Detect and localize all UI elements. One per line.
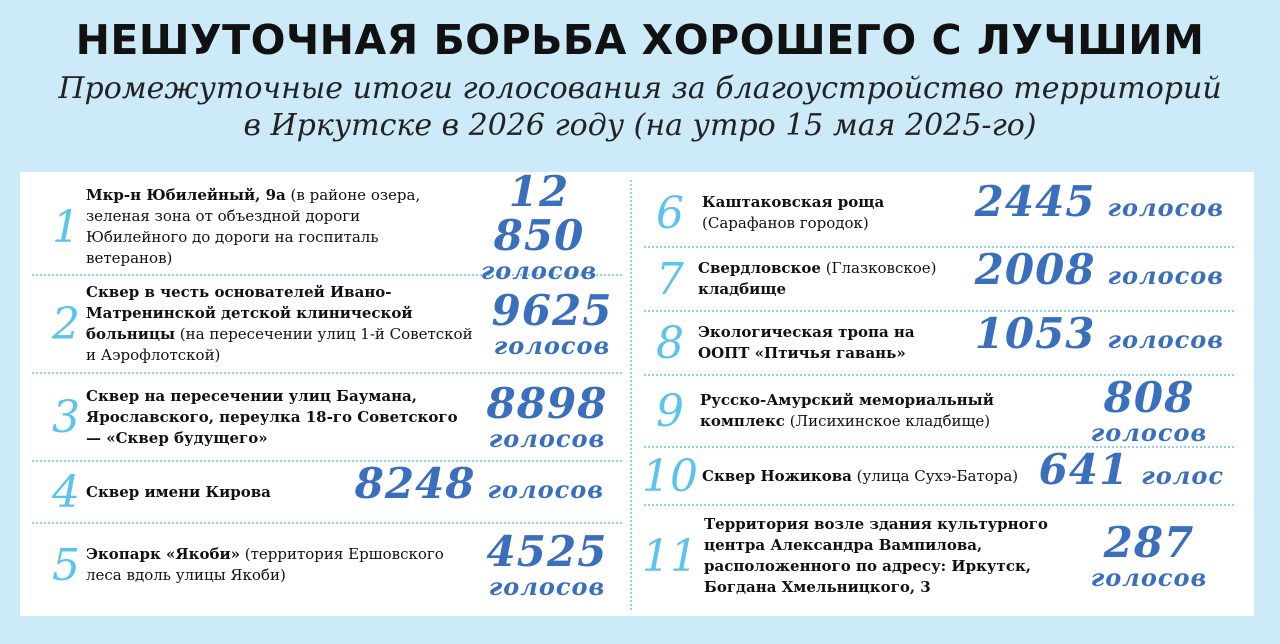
vote-count	[456, 167, 622, 285]
vote-word: голосов	[1107, 193, 1224, 222]
item-description	[702, 448, 1042, 504]
subtitle-line-1: Промежуточные итоги голосования за благоустройство территорий	[58, 71, 1222, 106]
vote-count	[332, 459, 604, 522]
vote-count	[1074, 506, 1224, 606]
item-description	[702, 180, 972, 246]
item-name-continued: кладбище	[698, 280, 787, 298]
vote-word: голосов	[1107, 325, 1224, 354]
list-item	[644, 177, 1234, 248]
list-item	[32, 459, 622, 524]
vote-number: 9625	[491, 286, 613, 335]
vote-word: голосов	[488, 572, 606, 601]
item-detail: (территория Ершовского леса вдоль улицы Якоби)	[86, 545, 444, 584]
item-detail: (Сарафанов городок)	[702, 214, 869, 232]
vote-word: голосов	[487, 475, 604, 504]
rank-number: 5	[52, 539, 80, 591]
page-title: НЕШУТОЧНАЯ БОРЬБА ХОРОШЕГО С ЛУЧШИМ	[75, 16, 1205, 64]
rank-number: 3	[52, 391, 80, 443]
column-divider	[630, 180, 632, 610]
item-name: Сквер в честь основателей Ивано-Матренинской детской клинической больницы	[86, 283, 413, 343]
item-detail: (Глазковское)	[820, 259, 937, 277]
list-item	[642, 445, 1234, 506]
item-detail: (на пересечении улиц 1-й Советской и Аэрофлотской)	[86, 325, 473, 364]
item-description	[86, 524, 466, 606]
vote-number: 1053	[974, 309, 1096, 358]
item-description	[86, 462, 366, 522]
vote-count	[472, 374, 622, 460]
list-item	[644, 245, 1234, 312]
item-detail: (в районе озера, зеленая зона от объездной дороги Юбилейного до дороги на госпиталь ветеранов)	[86, 186, 421, 267]
item-name: Экологическая тропа на ООПТ «Птичья гавань»	[698, 323, 915, 362]
vote-number: 641	[1038, 445, 1130, 494]
vote-count	[472, 524, 622, 606]
vote-count	[1034, 445, 1224, 504]
rank-number: 4	[52, 466, 80, 518]
vote-number: 12 850	[493, 167, 585, 260]
rank-number: 1	[52, 201, 80, 253]
item-description	[698, 248, 968, 310]
item-name: Мкр-н Юбилейный, 9а	[86, 186, 286, 204]
list-item	[32, 524, 622, 606]
vote-word: голосов	[480, 256, 598, 285]
list-item	[644, 506, 1234, 606]
vote-number: 4525	[486, 527, 608, 576]
item-name: Экопарк «Якоби»	[86, 545, 240, 563]
rank-number: 7	[656, 253, 684, 305]
rank-number: 11	[642, 530, 698, 582]
item-description	[86, 276, 482, 372]
vote-count	[944, 309, 1224, 374]
list-item	[32, 374, 622, 462]
page-subtitle	[0, 70, 1280, 144]
vote-word: голосов	[1090, 418, 1208, 447]
rank-number: 6	[656, 187, 684, 239]
list-item	[32, 167, 622, 285]
item-description	[86, 180, 456, 274]
item-detail: (улица Сухэ-Батора)	[851, 466, 1019, 485]
item-name: Сквер имени Кирова	[86, 482, 271, 501]
vote-word: голосов	[1107, 261, 1224, 290]
vote-count	[482, 276, 622, 372]
item-detail: (Лисихинское кладбище)	[784, 412, 991, 430]
item-name: Русско-Амурский мемориальный комплекс	[700, 391, 994, 430]
list-item	[644, 373, 1234, 448]
item-description	[700, 376, 1030, 446]
item-name: Сквер на пересечении улиц Баумана, Ярославского, переулка 18-го Советского — «Сквер будущего»	[86, 386, 458, 447]
vote-number: 2445	[974, 177, 1096, 226]
vote-number: 2008	[974, 245, 1096, 294]
item-description	[704, 506, 1074, 606]
item-name: Свердловское	[698, 259, 821, 277]
subtitle-line-2: в Иркутске в 2026 году (на утро 15 мая 2025-го)	[243, 108, 1037, 143]
rank-number: 8	[656, 317, 684, 369]
list-item	[32, 276, 622, 374]
item-description	[86, 374, 466, 460]
vote-word: голосов	[488, 424, 606, 453]
rank-number: 2	[52, 298, 80, 350]
vote-word: голосов	[1090, 563, 1208, 592]
vote-number: 287	[1103, 518, 1195, 567]
list-item	[644, 309, 1234, 376]
vote-word: голосов	[493, 331, 611, 360]
rank-number: 9	[656, 385, 684, 437]
vote-count	[1074, 373, 1224, 447]
vote-count	[944, 245, 1224, 310]
rank-number: 10	[642, 450, 698, 502]
vote-count	[944, 177, 1224, 246]
item-name: Территория возле здания культурного центра Александра Вампилова, расположенного по адресу: Иркутск, Богдана Хмельницкого, 3	[704, 515, 1048, 596]
vote-number: 808	[1103, 373, 1195, 422]
item-description	[698, 312, 948, 374]
vote-number: 8898	[486, 379, 608, 428]
vote-number: 8248	[354, 459, 476, 508]
item-name: Сквер Ножикова	[702, 466, 852, 485]
vote-word: голос	[1141, 461, 1224, 490]
item-name: Каштаковская роща	[702, 193, 885, 211]
